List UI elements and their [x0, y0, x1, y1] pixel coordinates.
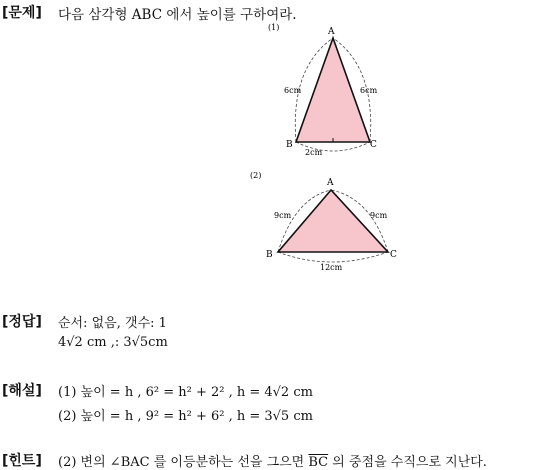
- vertex-b-2: B: [266, 250, 273, 260]
- side-label-right-2: 9cm: [370, 211, 388, 220]
- triangle-1: [296, 38, 370, 142]
- figure1-number: (1): [268, 23, 280, 32]
- side-label-left-1: 6cm: [284, 86, 302, 95]
- figure2-number: (2): [250, 171, 262, 180]
- solution-label: [해설]: [2, 383, 42, 399]
- segment-bc: $\overline{BC}$: [308, 455, 329, 470]
- answer-label: [정답]: [2, 314, 42, 330]
- vertex-a-1: A: [328, 27, 335, 37]
- hint-label: [힌트]: [2, 453, 42, 469]
- answer-meta: 순서: 없음, 갯수: 1: [58, 316, 167, 331]
- hint-text: [58, 451, 487, 470]
- vertex-b-1: B: [286, 140, 293, 150]
- vertex-a-2: A: [327, 178, 334, 188]
- base-label-2: 12cm: [320, 263, 343, 272]
- problem-label: [문제]: [2, 5, 42, 21]
- triangle-2: [278, 190, 388, 252]
- triangle-figure-1: [250, 18, 400, 160]
- side-label-right-1: 6cm: [360, 86, 378, 95]
- problem-text: 다음 삼각형 ABC 에서 높이를 구하여라.: [58, 7, 297, 23]
- answer-value: 4√2 cm ,: 3√5cm: [58, 335, 168, 350]
- solution-line-2: (2) 높이 = h , 9² = h² + 6² , h = 3√5 cm: [58, 409, 313, 424]
- base-label-1: 2cm: [305, 148, 323, 157]
- solution-line-1: (1) 높이 = h , 6² = h² + 2² , h = 4√2 cm: [58, 385, 313, 400]
- vertex-c-1: C: [370, 140, 377, 150]
- side-label-left-2: 9cm: [274, 211, 292, 220]
- vertex-c-2: C: [390, 250, 397, 260]
- triangle-figure-2: [245, 168, 415, 276]
- hint-text-end: 의 중점을 수직으로 지난다.: [328, 455, 487, 470]
- hint-text-start: (2) 변의 ∠BAC 를 이등분하는 선을 그으면: [58, 455, 309, 470]
